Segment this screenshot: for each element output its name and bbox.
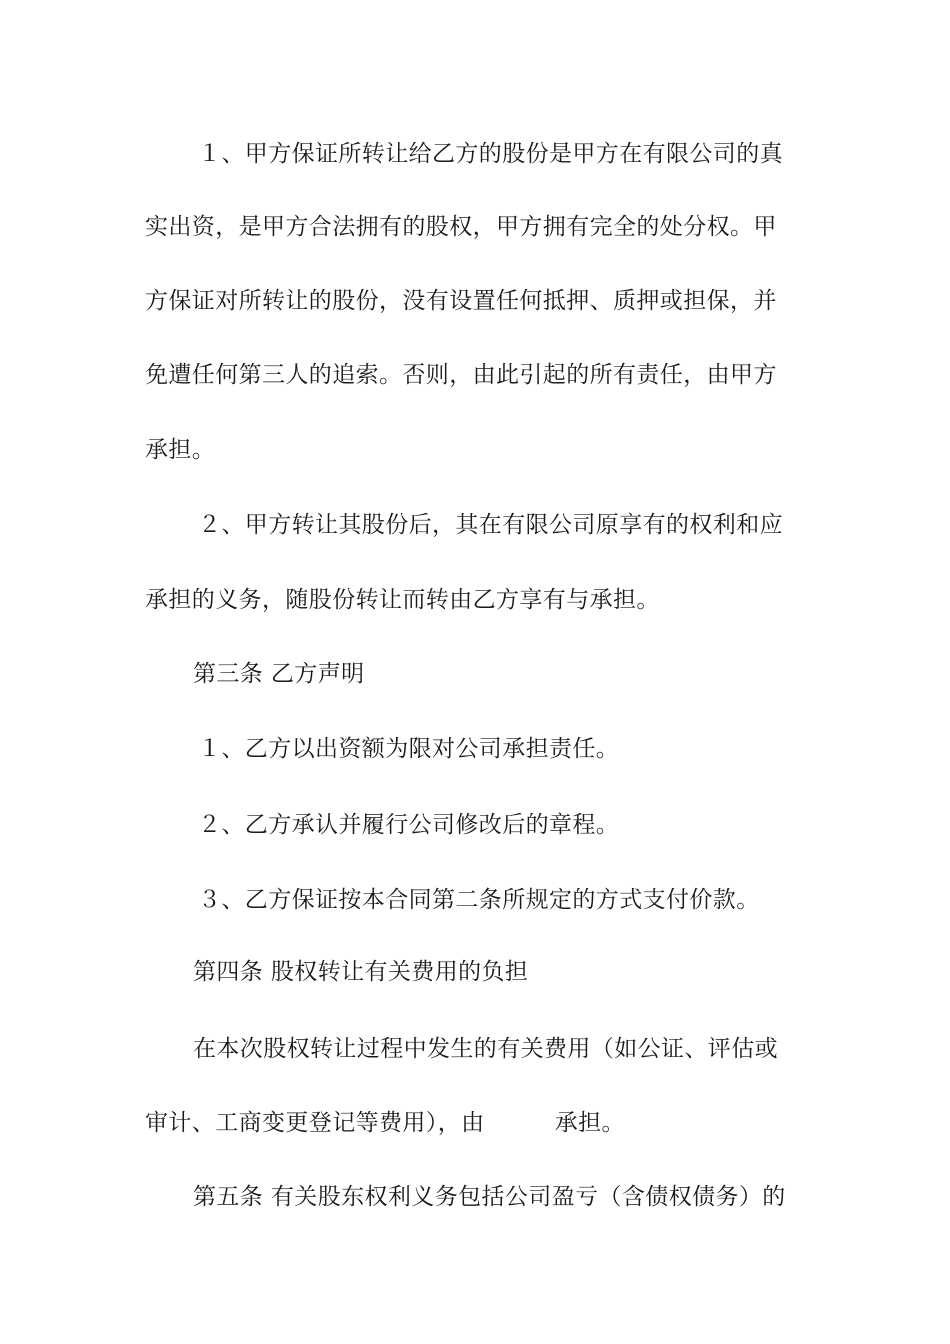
- paragraph-line: 承担的义务，随股份转让而转由乙方享有与承担。: [145, 587, 660, 613]
- paragraph-line: 方保证对所转让的股份，没有设置任何抵押、质押或担保，并: [145, 288, 777, 314]
- paragraph-line: 承担。: [145, 437, 216, 463]
- paragraph-line: １、甲方保证所转让给乙方的股份是甲方在有限公司的真: [198, 141, 783, 167]
- paragraph-line: ２、甲方转让其股份后，其在有限公司原享有的权利和应: [198, 512, 783, 538]
- paragraph-line: ２、乙方承认并履行公司修改后的章程。: [198, 812, 620, 838]
- paragraph-line: ３、乙方保证按本合同第二条所规定的方式支付价款。: [198, 887, 760, 913]
- paragraph-line: 实出资，是甲方合法拥有的股权，甲方拥有完全的处分权。甲: [145, 214, 777, 240]
- paragraph-line: 在本次股权转让过程中发生的有关费用（如公证、评估或: [193, 1036, 778, 1062]
- section-heading: 第五条 有关股东权利义务包括公司盈亏（含债权债务）的: [193, 1184, 786, 1210]
- paragraph-line: 审计、工商变更登记等费用），由 承担。: [145, 1110, 625, 1136]
- paragraph-line: 免遭任何第三人的追索。否则，由此引起的所有责任，由甲方: [145, 362, 777, 388]
- paragraph-line: １、乙方以出资额为限对公司承担责任。: [198, 736, 620, 762]
- section-heading: 第四条 股权转让有关费用的负担: [193, 959, 529, 985]
- section-heading: 第三条 乙方声明: [193, 661, 365, 687]
